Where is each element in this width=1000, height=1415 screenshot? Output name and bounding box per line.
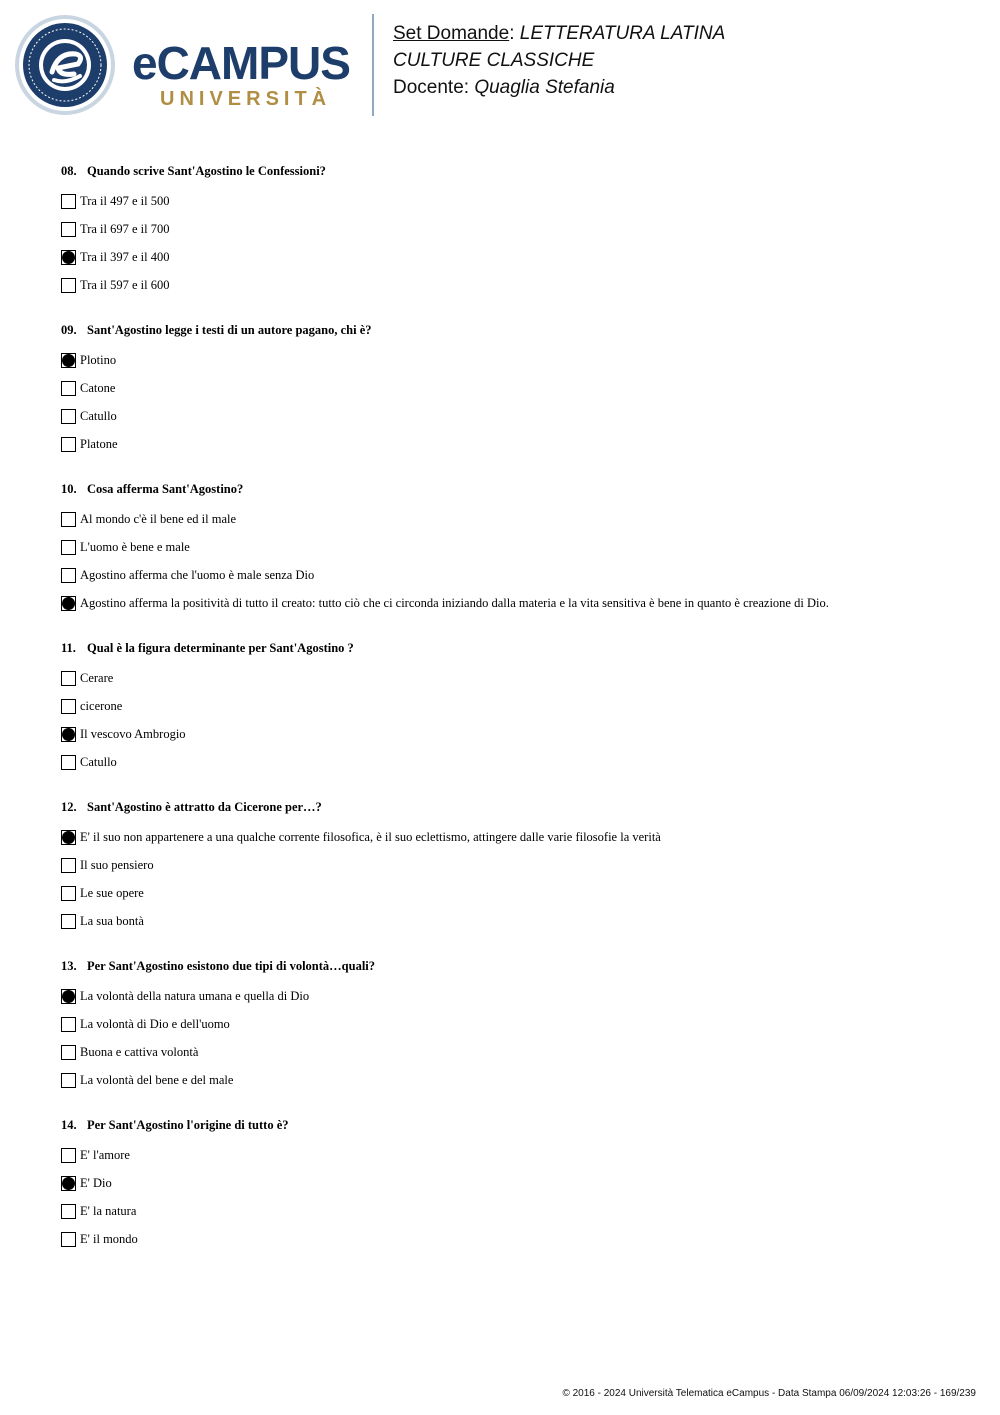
answer-label: Catullo (80, 408, 117, 423)
question-block (61, 797, 961, 935)
answer-option[interactable] (61, 402, 961, 430)
answer-option[interactable] (61, 1010, 961, 1038)
answer-checkbox[interactable] (61, 671, 76, 686)
answer-label: Agostino afferma la positività di tutto il creato: tutto ciò che ci circonda iniziando dalla materia e la vita sensitiva è bene in quanto è creazione di Dio. (80, 595, 829, 610)
teacher-label: Docente: (393, 77, 470, 98)
answer-option[interactable] (61, 907, 961, 935)
answer-option[interactable] (61, 1197, 961, 1225)
answer-label: Tra il 497 e il 500 (80, 193, 170, 208)
question-block (61, 1115, 961, 1253)
answer-option[interactable] (61, 664, 961, 692)
question-number: 12. (61, 800, 77, 814)
answer-label: La volontà di Dio e dell'uomo (80, 1016, 230, 1031)
question-block (61, 956, 961, 1094)
answer-option[interactable] (61, 851, 961, 879)
answer-checkbox[interactable] (61, 1073, 76, 1088)
university-seal-logo (14, 14, 116, 116)
question-title (61, 797, 961, 817)
question-title (61, 161, 961, 181)
question-text: Per Sant'Agostino esistono due tipi di volontà…quali? (87, 959, 376, 973)
answer-option[interactable] (61, 430, 961, 458)
answer-checkbox[interactable] (61, 194, 76, 209)
course-subtitle: CULTURE CLASSICHE (393, 50, 595, 71)
question-number: 13. (61, 959, 77, 973)
questions-list (61, 161, 961, 1274)
answer-checkbox-selected[interactable] (61, 1176, 76, 1191)
answer-label: Plotino (80, 352, 117, 367)
answer-label: Le sue opere (80, 885, 144, 900)
header-info (393, 20, 725, 101)
answer-checkbox-selected[interactable] (61, 727, 76, 742)
question-block (61, 320, 961, 458)
answer-checkbox[interactable] (61, 699, 76, 714)
answer-label: La sua bontà (80, 913, 144, 928)
question-number: 08. (61, 164, 77, 178)
question-text: Sant'Agostino è attratto da Cicerone per…? (87, 800, 322, 814)
answer-checkbox[interactable] (61, 1017, 76, 1032)
answer-option[interactable] (61, 720, 961, 748)
set-label: Set Domande (393, 23, 510, 44)
answer-label: E' Dio (80, 1175, 112, 1190)
answer-option[interactable] (61, 374, 961, 402)
header-divider (372, 14, 374, 116)
logo-sub-text: UNIVERSITÀ (160, 88, 332, 110)
answer-label: Il suo pensiero (80, 857, 154, 872)
answer-checkbox-selected[interactable] (61, 250, 76, 265)
answer-checkbox[interactable] (61, 222, 76, 237)
answer-option[interactable] (61, 505, 961, 533)
page-header (0, 0, 1000, 130)
answer-option[interactable] (61, 243, 961, 271)
answer-label: Catone (80, 380, 116, 395)
teacher-name: Quaglia Stefania (474, 77, 615, 98)
answer-label: La volontà della natura umana e quella di Dio (80, 988, 310, 1003)
course-title: LETTERATURA LATINA (519, 23, 726, 44)
answer-checkbox[interactable] (61, 886, 76, 901)
answer-checkbox[interactable] (61, 858, 76, 873)
answer-option[interactable] (61, 187, 961, 215)
page-footer: © 2016 - 2024 Università Telematica eCampus - Data Stampa 06/09/2024 12:03:26 - 169/239 (562, 1388, 976, 1399)
answer-label: Catullo (80, 754, 117, 769)
answer-label: E' la natura (80, 1203, 137, 1218)
answer-checkbox[interactable] (61, 540, 76, 555)
answer-label: Platone (80, 436, 118, 451)
question-title (61, 638, 961, 658)
question-number: 09. (61, 323, 77, 337)
answer-option[interactable] (61, 271, 961, 299)
logo-brand-text: eCAMPUS (132, 37, 350, 89)
question-text: Quando scrive Sant'Agostino le Confessioni? (87, 164, 326, 178)
answer-checkbox[interactable] (61, 1232, 76, 1247)
answer-option[interactable] (61, 1169, 961, 1197)
question-number: 11. (61, 641, 76, 655)
teacher-line (393, 74, 725, 101)
answer-label: La volontà del bene e del male (80, 1072, 234, 1087)
answer-label: E' il mondo (80, 1231, 138, 1246)
answer-checkbox[interactable] (61, 1045, 76, 1060)
answer-checkbox[interactable] (61, 1148, 76, 1163)
answer-label: Al mondo c'è il bene ed il male (80, 511, 237, 526)
answer-option[interactable] (61, 982, 961, 1010)
answer-label: E' l'amore (80, 1147, 130, 1162)
answer-label: cicerone (80, 698, 123, 713)
answer-checkbox[interactable] (61, 568, 76, 583)
answer-option[interactable] (61, 823, 961, 851)
answer-option[interactable] (61, 748, 961, 776)
answer-option[interactable] (61, 346, 961, 374)
question-text: Cosa afferma Sant'Agostino? (87, 482, 244, 496)
answer-checkbox-selected[interactable] (61, 353, 76, 368)
answer-checkbox[interactable] (61, 278, 76, 293)
answer-option[interactable] (61, 879, 961, 907)
question-title (61, 320, 961, 340)
answer-label: L'uomo è bene e male (80, 539, 190, 554)
answer-checkbox[interactable] (61, 437, 76, 452)
answer-checkbox[interactable] (61, 409, 76, 424)
answer-option[interactable] (61, 533, 961, 561)
question-number: 10. (61, 482, 77, 496)
answer-option[interactable] (61, 1038, 961, 1066)
answer-checkbox[interactable] (61, 512, 76, 527)
answer-label: Il vescovo Ambrogio (80, 726, 186, 741)
question-text: Per Sant'Agostino l'origine di tutto è? (87, 1118, 289, 1132)
answer-option[interactable] (61, 1066, 961, 1094)
answer-option[interactable] (61, 692, 961, 720)
answer-label: Cerare (80, 670, 114, 685)
answer-label: Buona e cattiva volontà (80, 1044, 199, 1059)
question-title (61, 479, 961, 499)
question-text: Qual è la figura determinante per Sant'Agostino ? (87, 641, 354, 655)
question-block (61, 638, 961, 776)
answer-option[interactable] (61, 1141, 961, 1169)
question-block (61, 161, 961, 299)
answer-checkbox[interactable] (61, 914, 76, 929)
answer-checkbox[interactable] (61, 755, 76, 770)
answer-option[interactable] (61, 1225, 961, 1253)
answer-checkbox[interactable] (61, 381, 76, 396)
answer-checkbox-selected[interactable] (61, 830, 76, 845)
answer-checkbox-selected[interactable] (61, 596, 76, 611)
answer-option[interactable] (61, 561, 961, 589)
question-block (61, 479, 961, 617)
question-title (61, 1115, 961, 1135)
answer-label: Tra il 597 e il 600 (80, 277, 170, 292)
question-number: 14. (61, 1118, 77, 1132)
set-line (393, 20, 725, 47)
question-title (61, 956, 961, 976)
answer-label: E' il suo non appartenere a una qualche corrente filosofica, è il suo eclettismo, attingere dalle varie filosofie la verità (80, 829, 661, 844)
answer-checkbox[interactable] (61, 1204, 76, 1219)
answer-option[interactable] (61, 589, 961, 617)
answer-option[interactable] (61, 215, 961, 243)
set-separator: : (509, 23, 515, 44)
answer-label: Tra il 697 e il 700 (80, 221, 170, 236)
answer-checkbox-selected[interactable] (61, 989, 76, 1004)
answer-label: Tra il 397 e il 400 (80, 249, 170, 264)
university-wordmark (132, 37, 350, 111)
answer-label: Agostino afferma che l'uomo è male senza Dio (80, 567, 315, 582)
question-text: Sant'Agostino legge i testi di un autore pagano, chi è? (87, 323, 372, 337)
